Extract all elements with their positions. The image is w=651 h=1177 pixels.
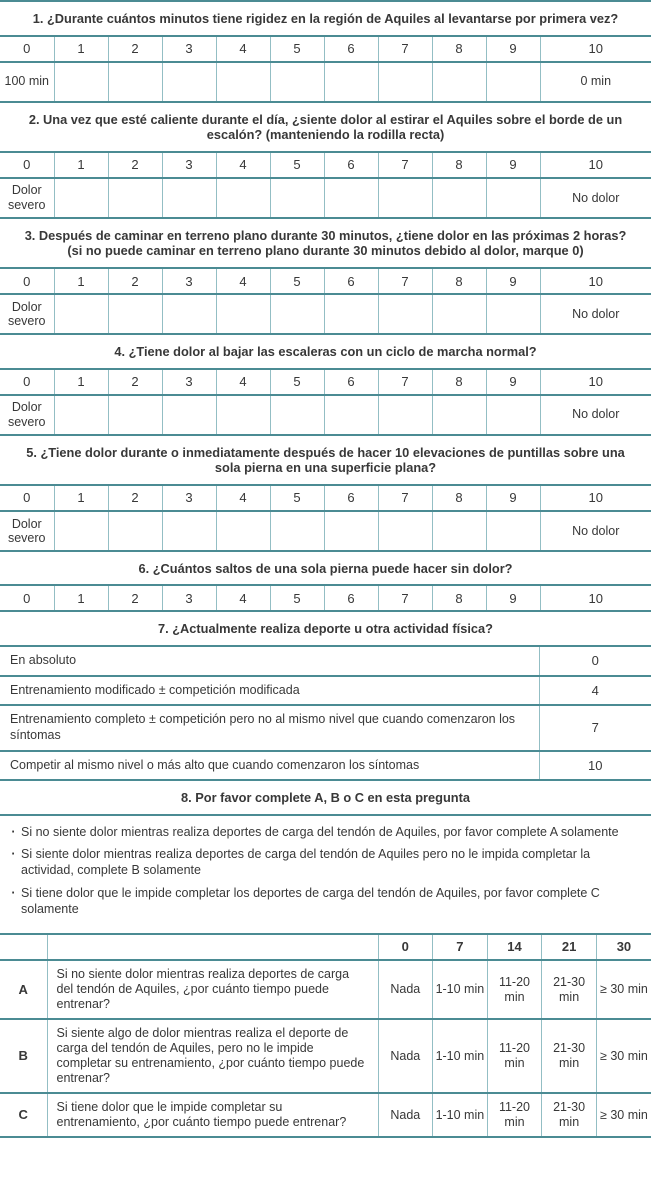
answer-box-9[interactable] [486,178,540,218]
scale-number-2: 2 [108,36,162,62]
scale-number-1: 1 [54,369,108,395]
scale-number-10: 10 [540,369,651,395]
row-letter: B [18,1048,28,1064]
answer-cell[interactable]: ≥ 30 min [596,1093,651,1137]
answer-box-4[interactable] [216,62,270,102]
scale-number-0: 0 [23,157,31,173]
visa-a-questionnaire [0,11,651,1138]
abc-row-C [0,1093,651,1137]
answer-box-5[interactable] [270,511,324,551]
scale-number-2: 2 [108,485,162,511]
answer-box-8[interactable] [432,178,486,218]
scale-number-7: 7 [378,152,432,178]
instruction-text: Si siente dolor mientras realiza deportes de carga del tendón de Aquiles pero no le impida completar la actividad, complete B solamente [21,847,591,878]
q7-options-table [0,645,651,781]
bullet-dot-icon: · [11,885,16,900]
q5-scale-table [0,484,651,552]
scale-number-10: 10 [540,152,651,178]
option-row-10[interactable] [0,751,651,781]
scale-number-7[interactable]: 7 [378,585,432,611]
answer-box-0[interactable]: Dolor severo [7,183,46,212]
instruction-bullet [6,885,641,918]
scale-number-0: 0 [23,41,31,57]
scale-number-4: 4 [216,152,270,178]
answer-box-4[interactable] [216,395,270,435]
q2-scale-table [0,151,651,219]
answer-box-5[interactable] [270,395,324,435]
scale-answer-row [0,178,651,218]
answer-box-2[interactable] [108,395,162,435]
scale-numbers-row [0,268,651,294]
scale-number-3: 3 [162,152,216,178]
answer-cell[interactable]: 21-30 min [542,1019,597,1093]
scale-number-10[interactable]: 10 [540,585,651,611]
answer-cell[interactable]: 21-30 min [542,960,597,1019]
scale-number-6: 6 [324,152,378,178]
abc-header-0: 0 [378,934,433,960]
scale-number-10: 10 [540,268,651,294]
scale-number-0[interactable]: 0 [23,590,31,606]
question-7 [0,621,651,781]
scale-number-6: 6 [324,485,378,511]
option-label: En absoluto [10,653,77,668]
scale-number-2: 2 [108,268,162,294]
answer-box-5[interactable] [270,294,324,334]
option-value: 4 [539,676,651,706]
q1-scale-table [0,35,651,103]
answer-box-3[interactable] [162,178,216,218]
answer-box-0[interactable]: 100 min [4,74,49,89]
scale-number-1: 1 [54,485,108,511]
answer-box-3[interactable] [162,294,216,334]
question-8 [0,790,651,1138]
abc-header-row [0,934,651,960]
answer-cell[interactable]: Nada [378,1093,433,1137]
scale-number-8: 8 [432,36,486,62]
scale-number-5: 5 [270,152,324,178]
answer-box-6[interactable] [324,62,378,102]
answer-box-10[interactable]: No dolor [540,178,651,218]
answer-box-9[interactable] [486,294,540,334]
answer-cell[interactable]: 11-20 min [487,960,542,1019]
scale-number-4: 4 [216,369,270,395]
q8-abc-table [0,933,651,1138]
scale-number-0: 0 [23,273,31,289]
question-title: 1. ¿Durante cuántos minutos tiene rigidez en la región de Aquiles al levantarse por primera vez? [32,11,619,26]
answer-box-3[interactable] [162,62,216,102]
scale-number-9: 9 [486,369,540,395]
scale-numbers-row [0,152,651,178]
answer-box-8[interactable] [432,294,486,334]
answer-box-10[interactable]: No dolor [540,511,651,551]
answer-box-5[interactable] [270,62,324,102]
answer-cell[interactable]: 1-10 min [433,960,488,1019]
option-value: 0 [539,646,651,676]
answer-box-3[interactable] [162,511,216,551]
answer-box-5[interactable] [270,178,324,218]
question-6 [0,561,651,613]
answer-cell[interactable]: 11-20 min [487,1093,542,1137]
option-row-4[interactable] [0,676,651,706]
scale-number-4[interactable]: 4 [216,585,270,611]
top-divider [0,0,651,2]
q6-scale-table [0,584,651,612]
bullet-dot-icon: · [11,824,16,839]
answer-box-1[interactable] [54,62,108,102]
answer-box-6[interactable] [324,511,378,551]
scale-answer-row [0,395,651,435]
answer-box-2[interactable] [108,62,162,102]
scale-number-7: 7 [378,485,432,511]
option-label: Entrenamiento modificado ± competición modificada [10,682,300,697]
scale-number-7: 7 [378,36,432,62]
scale-number-6: 6 [324,268,378,294]
option-label: Competir al mismo nivel o más alto que cuando comenzaron los síntomas [10,757,420,772]
option-value: 7 [539,705,651,750]
scale-number-3: 3 [162,268,216,294]
row-question-text: Si no siente dolor mientras realiza deportes de carga del tendón de Aquiles, ¿por cuánto tiempo puede entrenar? [47,960,378,1019]
scale-number-7: 7 [378,268,432,294]
scale-number-8: 8 [432,152,486,178]
scale-number-3: 3 [162,485,216,511]
question-title: 5. ¿Tiene dolor durante o inmediatamente después de hacer 10 elevaciones de puntillas sobre una sola pierna en una superficie plana? [26,444,625,476]
question-1 [0,11,651,103]
scale-number-8[interactable]: 8 [432,585,486,611]
question-2 [0,112,651,219]
bullet-dot-icon: · [11,847,16,862]
row-question-text: Si tiene dolor que le impide completar su entrenamiento, ¿por cuánto tiempo puede entrenar? [47,1093,378,1137]
scale-number-8: 8 [432,369,486,395]
answer-box-4[interactable] [216,294,270,334]
answer-box-8[interactable] [432,62,486,102]
question-title: 2. Una vez que esté caliente durante el día, ¿siente dolor al estirar el Aquiles sobre el borde de un escalón? (manteniendo la rodilla recta) [28,111,623,143]
scale-numbers-row [0,485,651,511]
scale-numbers-row [0,585,651,611]
abc-header-empty [0,934,47,960]
abc-header-30: 30 [596,934,651,960]
scale-numbers-row [0,369,651,395]
q3-scale-table [0,267,651,335]
scale-number-2[interactable]: 2 [108,585,162,611]
scale-number-9: 9 [486,268,540,294]
answer-cell[interactable]: 11-20 min [487,1019,542,1093]
scale-number-9: 9 [486,485,540,511]
answer-box-7[interactable] [378,511,432,551]
question-5 [0,445,651,552]
scale-number-1: 1 [54,36,108,62]
answer-cell[interactable]: 21-30 min [542,1093,597,1137]
scale-number-7: 7 [378,369,432,395]
question-3 [0,228,651,335]
scale-number-1: 1 [54,152,108,178]
abc-header-empty [47,934,378,960]
answer-box-0[interactable]: Dolor severo [7,516,46,545]
answer-box-10[interactable]: No dolor [540,294,651,334]
option-value: 10 [539,751,651,781]
answer-box-1[interactable] [54,511,108,551]
question-title: 3. Después de caminar en terreno plano durante 30 minutos, ¿tiene dolor en las próximas 2 horas? (si no puede caminar en terreno plano durante 30 minutos debido al dolor, marque 0) [24,227,627,259]
option-row-7[interactable] [0,705,651,750]
answer-box-1[interactable] [54,178,108,218]
question-title: 8. Por favor complete A, B o C en esta pregunta [181,790,470,806]
row-question-text: Si siente algo de dolor mientras realiza el deporte de carga del tendón de Aquiles, pero no le impide completar su entrenamiento, ¿por cuánto tiempo puede entrenar? [47,1019,378,1093]
abc-header-14: 14 [487,934,542,960]
instruction-text: Si tiene dolor que le impide completar los deportes de carga del tendón de Aquiles, por favor complete C solamente [21,885,600,916]
answer-cell[interactable]: 1-10 min [433,1019,488,1093]
q4-scale-table [0,368,651,436]
answer-box-9[interactable] [486,62,540,102]
answer-box-8[interactable] [432,511,486,551]
answer-box-3[interactable] [162,395,216,435]
scale-number-5: 5 [270,36,324,62]
answer-box-9[interactable] [486,511,540,551]
answer-box-7[interactable] [378,62,432,102]
scale-answer-row [0,294,651,334]
answer-box-2[interactable] [108,511,162,551]
abc-header-21: 21 [542,934,597,960]
instruction-bullet [6,824,641,840]
scale-number-4: 4 [216,485,270,511]
question-4 [0,344,651,436]
answer-box-4[interactable] [216,178,270,218]
answer-box-9[interactable] [486,395,540,435]
scale-number-6: 6 [324,369,378,395]
abc-row-A [0,960,651,1019]
answer-box-10[interactable]: 0 min [540,62,651,102]
answer-box-7[interactable] [378,395,432,435]
instruction-text: Si no siente dolor mientras realiza deportes de carga del tendón de Aquiles, por favor complete A solamente [21,824,619,839]
row-letter: A [18,981,28,997]
answer-box-2[interactable] [108,178,162,218]
answer-box-1[interactable] [54,395,108,435]
scale-number-1: 1 [54,268,108,294]
answer-cell[interactable]: Nada [378,1019,433,1093]
scale-numbers-row [0,36,651,62]
scale-number-0: 0 [23,374,31,390]
row-letter: C [18,1107,28,1123]
scale-number-4: 4 [216,36,270,62]
answer-cell[interactable]: ≥ 30 min [596,1019,651,1093]
answer-box-8[interactable] [432,395,486,435]
abc-header-7: 7 [433,934,488,960]
question-title: 6. ¿Cuántos saltos de una sola pierna puede hacer sin dolor? [138,560,513,576]
scale-number-3: 3 [162,369,216,395]
scale-number-10: 10 [540,36,651,62]
answer-box-6[interactable] [324,294,378,334]
scale-number-5: 5 [270,485,324,511]
answer-box-7[interactable] [378,294,432,334]
scale-number-5: 5 [270,268,324,294]
scale-number-6[interactable]: 6 [324,585,378,611]
answer-box-6[interactable] [324,178,378,218]
scale-number-9[interactable]: 9 [486,585,540,611]
scale-number-9: 9 [486,36,540,62]
option-label: Entrenamiento completo ± competición pero no al mismo nivel que cuando comenzaron los síntomas [10,712,516,742]
answer-box-0[interactable]: Dolor severo [7,400,46,429]
scale-number-3[interactable]: 3 [162,585,216,611]
scale-number-5: 5 [270,369,324,395]
answer-cell[interactable]: Nada [378,960,433,1019]
abc-row-B [0,1019,651,1093]
answer-cell[interactable]: ≥ 30 min [596,960,651,1019]
scale-number-8: 8 [432,268,486,294]
scale-number-3: 3 [162,36,216,62]
scale-number-2: 2 [108,369,162,395]
answer-box-10[interactable]: No dolor [540,395,651,435]
answer-box-7[interactable] [378,178,432,218]
scale-answer-row [0,511,651,551]
scale-number-2: 2 [108,152,162,178]
scale-answer-row [0,62,651,102]
scale-number-1[interactable]: 1 [54,585,108,611]
answer-cell[interactable]: 1-10 min [433,1093,488,1137]
scale-number-8: 8 [432,485,486,511]
scale-number-0: 0 [23,490,31,506]
answer-box-6[interactable] [324,395,378,435]
answer-box-2[interactable] [108,294,162,334]
scale-number-10: 10 [540,485,651,511]
q8-instructions [0,814,651,933]
instruction-bullet [6,846,641,879]
option-row-0[interactable] [0,646,651,676]
answer-box-1[interactable] [54,294,108,334]
answer-box-0[interactable]: Dolor severo [7,299,46,329]
question-title: 7. ¿Actualmente realiza deporte u otra actividad física? [158,621,493,637]
question-title: 4. ¿Tiene dolor al bajar las escaleras con un ciclo de marcha normal? [114,344,537,360]
scale-number-4: 4 [216,268,270,294]
answer-box-4[interactable] [216,511,270,551]
scale-number-6: 6 [324,36,378,62]
scale-number-9: 9 [486,152,540,178]
scale-number-5[interactable]: 5 [270,585,324,611]
